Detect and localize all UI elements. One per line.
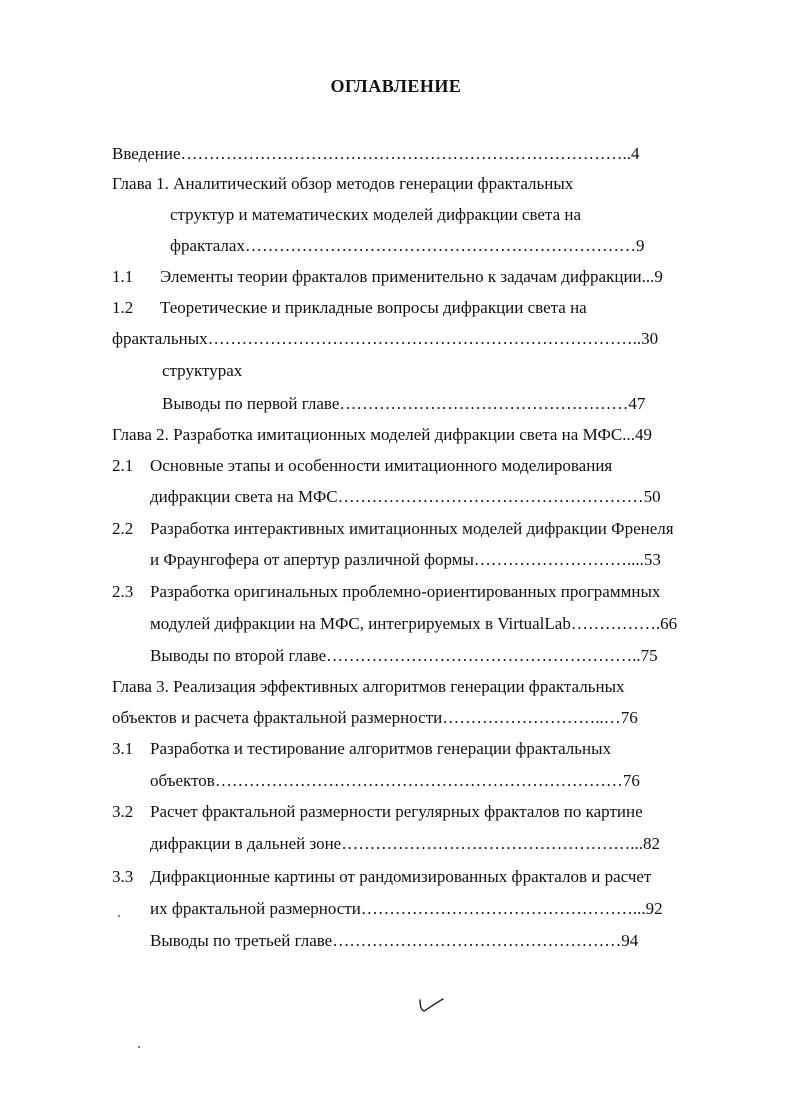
toc-chapter-3-cont: объектов и расчета фрактальной размерности………………………..…76 <box>112 708 638 727</box>
page-title: ОГЛАВЛЕНИЕ <box>330 76 462 96</box>
toc-section-1-1: 1.1 Элементы теории фракталов применительно к задачам дифракции...9 <box>112 267 663 286</box>
toc-chapter-1-end: фракталах……………………………………………………………9 <box>170 236 645 255</box>
toc-section-2-2: 2.2 Разработка интерактивных имитационных моделей дифракции Френеля <box>112 519 674 538</box>
toc-section-3-3-cont: их фрактальной размерности…………………………………………...92 <box>150 899 663 918</box>
toc-section-1-2-tail: структурах <box>162 361 243 380</box>
toc-introduction: Введение……………………………………………………………………..4 <box>112 144 640 163</box>
toc-section-2-1-cont: дифракции света на МФС………………………………………………50 <box>150 487 661 506</box>
toc-chapter-1-cont: структур и математических моделей дифракции света на <box>170 205 582 224</box>
toc-section-2-2-cont: и Фраунгофера от апертур различной формы………………………....53 <box>150 550 661 569</box>
toc-section-2-1: 2.1 Основные этапы и особенности имитационного моделирования <box>112 456 613 475</box>
toc-section-2-3-cont: модулей дифракции на МФС, интегрируемых в VirtualLab…………….66 <box>150 614 678 633</box>
toc-section-3-2: 3.2 Расчет фрактальной размерности регулярных фракталов по картине <box>112 802 643 821</box>
toc-chapter-1: Глава 1. Аналитический обзор методов генерации фрактальных <box>112 174 574 193</box>
toc-chapter-3: Глава 3. Реализация эффективных алгоритмов генерации фрактальных <box>112 677 625 696</box>
handwritten-mark <box>416 996 446 1016</box>
toc-conclusions-3: Выводы по третьей главе……………………………………………94 <box>150 931 639 950</box>
toc-section-3-3: 3.3 Дифракционные картины от рандомизированных фракталов и расчет <box>112 867 652 886</box>
toc-conclusions-2: Выводы по второй главе………………………………………………..75 <box>150 646 658 665</box>
toc-section-1-2: 1.2 Теоретические и прикладные вопросы дифракции света на <box>112 298 587 317</box>
scan-speck <box>118 915 120 917</box>
toc-conclusions-1: Выводы по первой главе……………………………………………47 <box>162 394 646 413</box>
toc-section-3-2-cont: дифракции в дальней зоне……………………………………………...82 <box>150 834 660 853</box>
toc-section-3-1: 3.1 Разработка и тестирование алгоритмов генерации фрактальных <box>112 739 612 758</box>
toc-section-3-1-cont: объектов………………………………………………………………76 <box>150 771 640 790</box>
scan-speck <box>138 1046 140 1048</box>
toc-chapter-2: Глава 2. Разработка имитационных моделей дифракции света на МФС...49 <box>112 425 652 444</box>
toc-section-2-3: 2.3 Разработка оригинальных проблемно-ориентированных программных <box>112 582 661 601</box>
toc-section-1-2-cont: фрактальных…………………………………………………………………..30 <box>112 329 659 348</box>
